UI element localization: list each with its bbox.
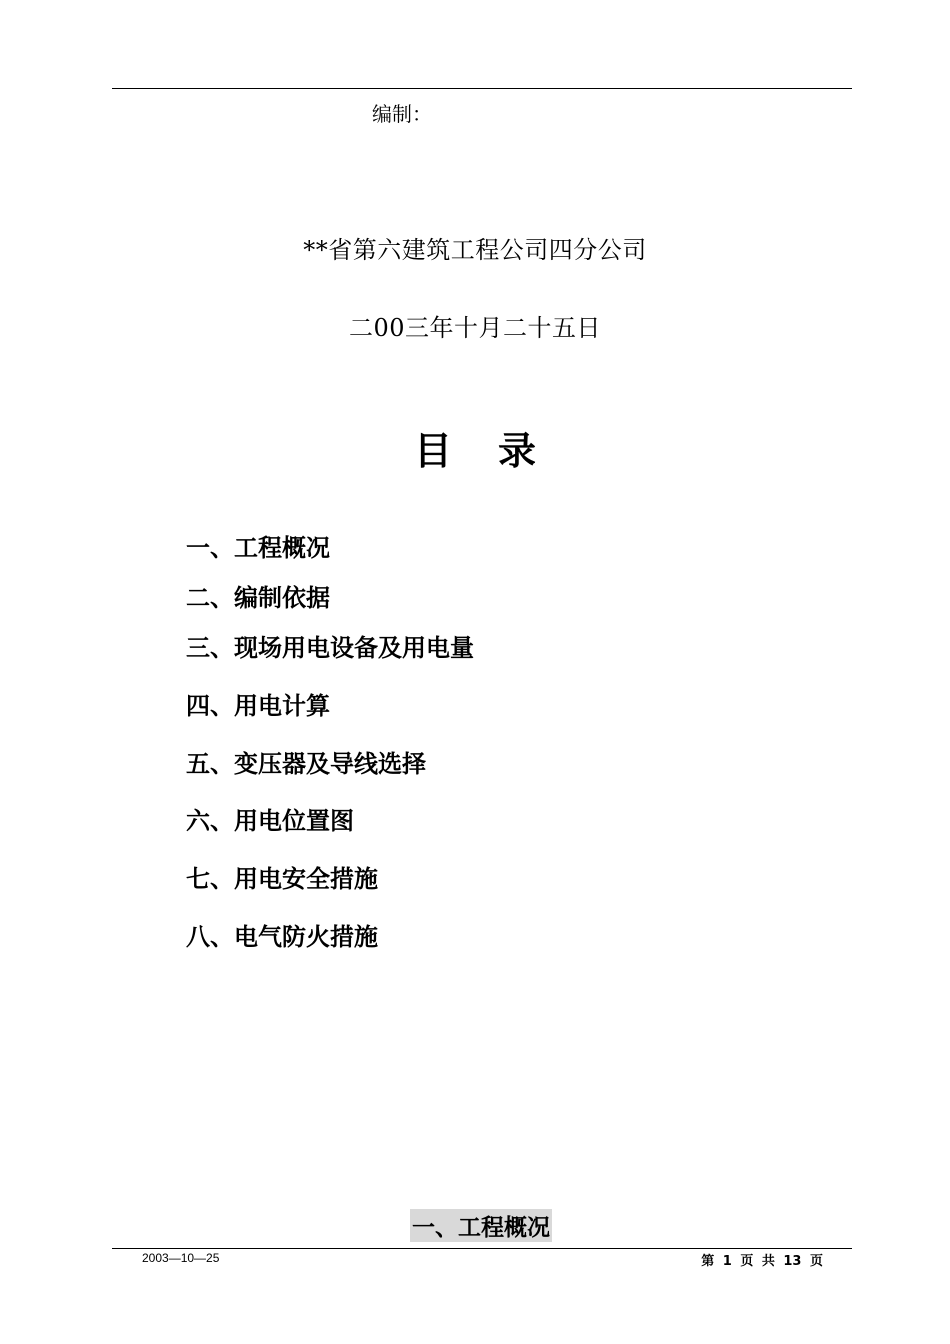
document-date: 二00三年十月二十五日 [348, 314, 602, 342]
toc-item: 五、变压器及导线选择 [186, 750, 426, 778]
footer-date: 2003—10—25 [142, 1251, 220, 1265]
toc-item: 八、电气防火措施 [186, 923, 378, 951]
toc-item: 七、用电安全措施 [186, 865, 378, 893]
author-label: 编制： [372, 102, 432, 126]
company-name: **省第六建筑工程公司四分公司 [303, 236, 647, 264]
toc-item: 一、工程概况 [186, 534, 330, 562]
footer-page-number: 第 1 页 共 13 页 [701, 1254, 823, 1269]
section-heading: 一、工程概况 [410, 1209, 552, 1242]
toc-item: 四、用电计算 [186, 692, 330, 720]
toc-title-char: 录 [498, 429, 537, 473]
toc-item: 六、用电位置图 [186, 807, 354, 835]
toc-title [0, 420, 950, 475]
footer-rule [112, 1248, 852, 1249]
header-rule [112, 88, 852, 89]
toc-title-char: 目 [413, 429, 452, 473]
toc-item: 二、编制依据 [186, 584, 330, 612]
toc-item: 三、现场用电设备及用电量 [186, 634, 474, 662]
